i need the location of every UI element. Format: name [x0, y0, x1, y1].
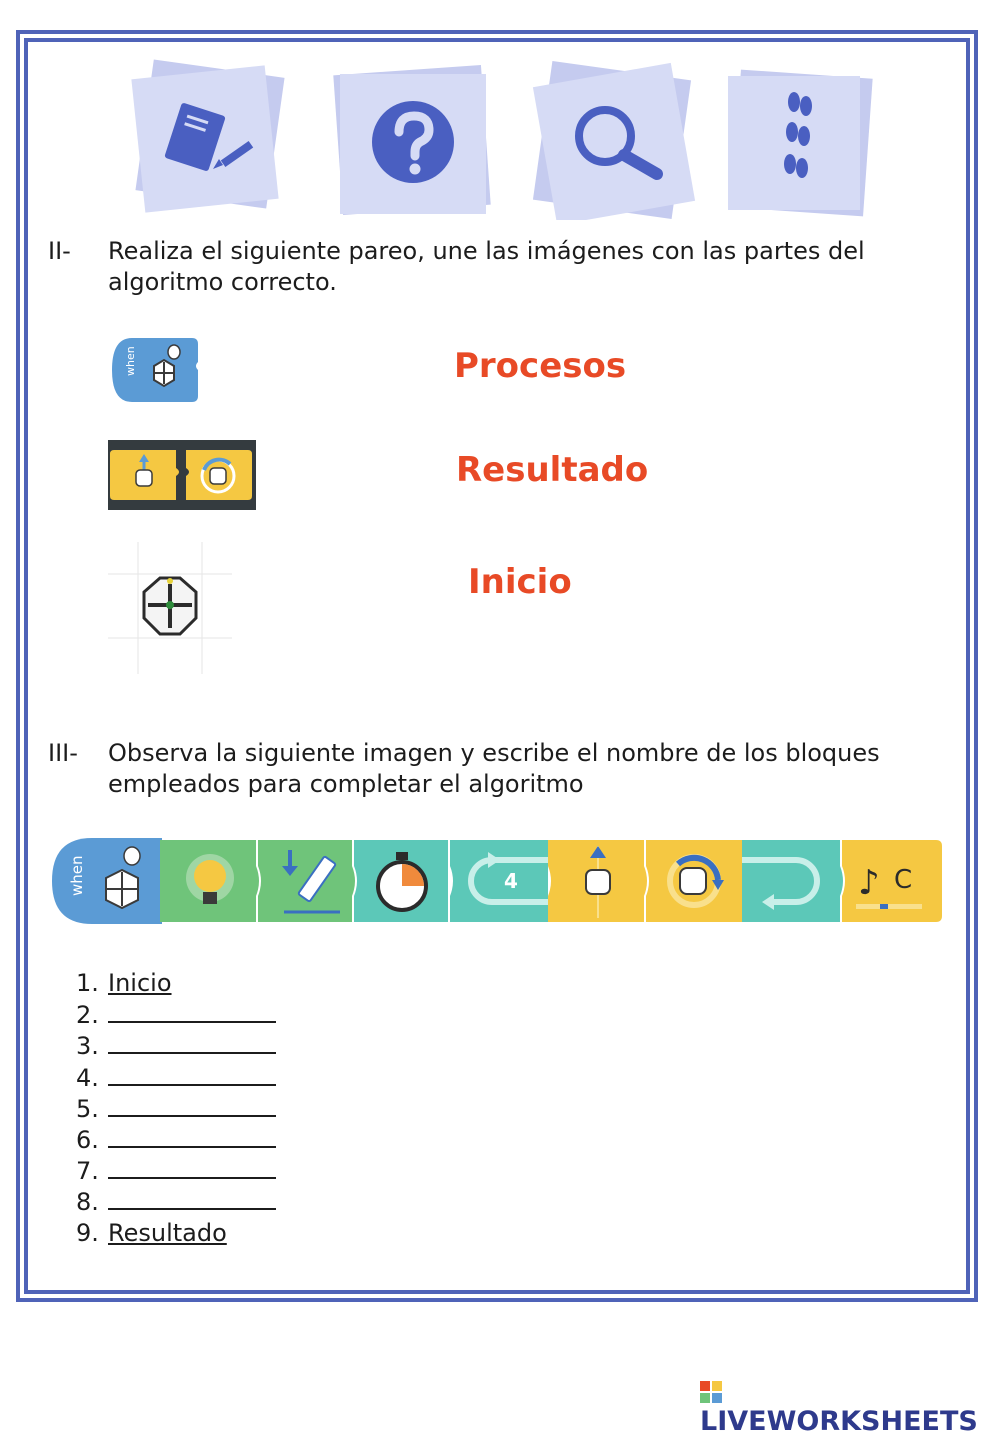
answer-blank[interactable]: [108, 1155, 276, 1179]
magnifier-card: [532, 56, 697, 220]
block-when: [52, 838, 162, 924]
answer-blank[interactable]: [108, 1030, 276, 1054]
block-repeat: [450, 840, 548, 922]
when-text: when: [124, 346, 137, 376]
liveworksheets-logo[interactable]: [700, 1375, 1000, 1437]
item-number: 1.: [76, 969, 99, 997]
block-rotate: [646, 840, 742, 922]
question-card: [330, 56, 495, 218]
item-number: 3.: [76, 1032, 99, 1061]
section-3-instruction: Observa la siguiente imagen y escribe el nombre de los bloques empleados para completar el algoritmo: [108, 739, 880, 798]
repeat-count: 4: [504, 869, 518, 893]
answer-blank[interactable]: [108, 1124, 276, 1148]
music-note-icon: ♪: [858, 863, 880, 903]
robot-icon: [586, 870, 610, 894]
item-number: 6.: [76, 1125, 99, 1154]
list-item: [76, 968, 276, 999]
answer-blank[interactable]: [108, 1186, 276, 1210]
item-number: 2.: [76, 1001, 99, 1030]
answer-list: [76, 968, 276, 1249]
section-3-heading: [48, 738, 928, 800]
section-2-number: II-: [48, 237, 71, 265]
answer-blank[interactable]: [108, 1093, 276, 1117]
brand-text: LIVEWORKSHEETS: [700, 1406, 978, 1437]
footsteps-card: [722, 66, 874, 218]
list-item: [76, 1093, 276, 1124]
process-blocks-image[interactable]: [108, 440, 256, 510]
label-inicio[interactable]: Inicio: [468, 562, 572, 602]
item-number: 9.: [76, 1218, 99, 1247]
algorithm-blocks-strip: [52, 836, 944, 930]
block-repeat-end: [742, 840, 843, 922]
when-block-image[interactable]: [110, 336, 202, 404]
item-number: 4.: [76, 1063, 99, 1092]
block-move: [548, 840, 647, 922]
label-resultado[interactable]: Resultado: [456, 450, 649, 490]
list-item: [76, 1124, 276, 1155]
section-3-number: III-: [48, 739, 78, 767]
answer-blank[interactable]: [108, 999, 276, 1023]
question-icon: [372, 101, 454, 183]
answer-text: Inicio: [108, 969, 172, 997]
list-item: [76, 1062, 276, 1093]
hand-icon: [124, 847, 140, 865]
robot-icon: [154, 360, 174, 386]
list-item: [76, 1186, 276, 1217]
note-label: C: [894, 865, 913, 895]
hand-icon: [168, 345, 180, 359]
when-text: when: [68, 855, 86, 896]
bulb-icon: [194, 860, 226, 892]
item-number: 7.: [76, 1157, 99, 1186]
section-2-heading: [48, 236, 928, 298]
block-light: [160, 840, 259, 922]
robot-grid-image[interactable]: [108, 542, 232, 674]
answer-blank[interactable]: [108, 1062, 276, 1086]
logo-grid-icon: [700, 1381, 722, 1403]
list-item: [76, 1218, 276, 1249]
block-write: [258, 840, 355, 922]
label-procesos[interactable]: Procesos: [454, 346, 627, 386]
item-number: 8.: [76, 1188, 99, 1217]
block-wait: [354, 840, 448, 922]
answer-text: Resultado: [108, 1218, 227, 1247]
block-sound: [842, 840, 942, 922]
robot-icon: [144, 578, 196, 634]
section-2-instruction: Realiza el siguiente pareo, une las imágenes con las partes del algoritmo correcto.: [108, 237, 865, 296]
list-item: [76, 1030, 276, 1061]
notebook-pencil-card: [124, 56, 289, 216]
item-number: 5.: [76, 1094, 99, 1123]
list-item: [76, 1155, 276, 1186]
list-item: [76, 999, 276, 1030]
